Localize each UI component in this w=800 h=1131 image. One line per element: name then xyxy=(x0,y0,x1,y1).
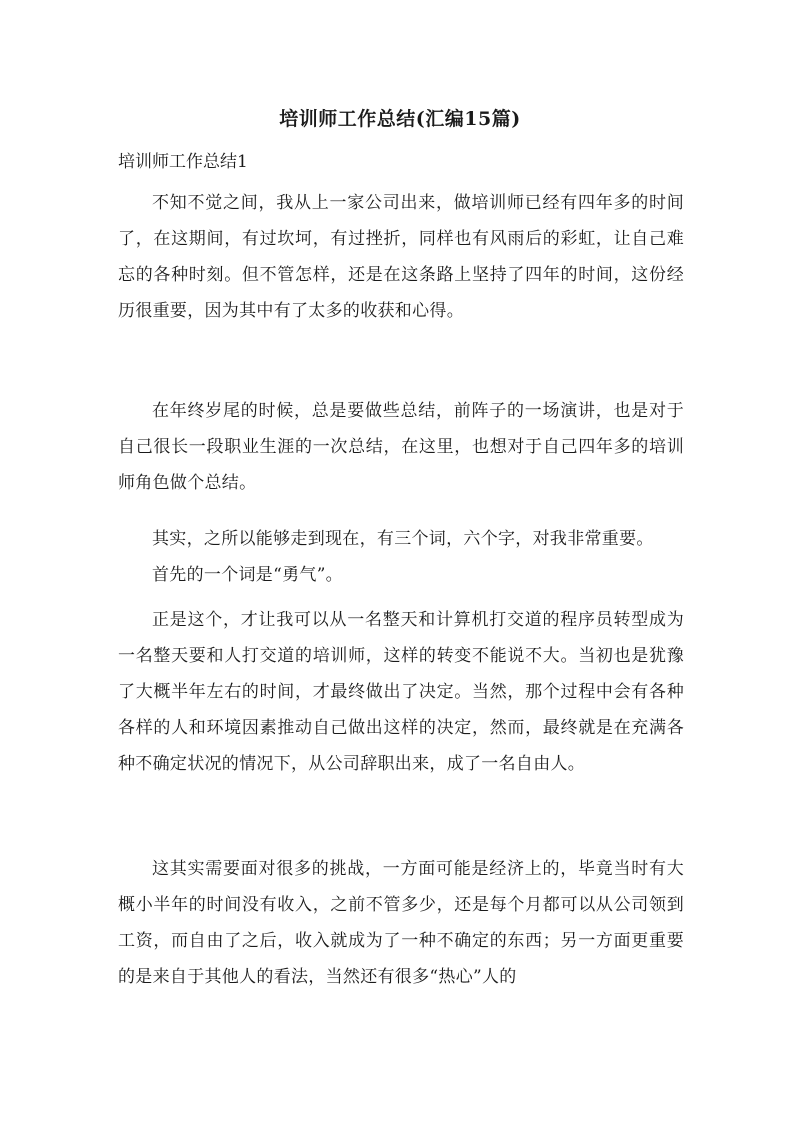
paragraph-4: 首先的一个词是“勇气”。 xyxy=(152,565,343,585)
document-title: 培训师工作总结(汇编15篇) xyxy=(279,108,521,130)
paragraph-3: 其实，之所以能够走到现在，有三个词，六个字，对我非常重要。 xyxy=(152,529,654,549)
paragraph-1: 不知不觉之间，我从上一家公司出来，做培训师已经有四年多的时间了，在这期间，有过坎坷，有过挫折，同样也有风雨后的彩虹，让自己难忘的各种时刻。但不管怎样，还是在这条路上坚持了四年的时间，这份经历很重要，因为其中有了太多的收获和心得。 xyxy=(118,193,684,321)
section-heading: 培训师工作总结1 xyxy=(118,152,248,172)
paragraph-2: 在年终岁尾的时候，总是要做些总结，前阵子的一场演讲，也是对于自己很长一段职业生涯的一次总结，在这里，也想对于自己四年多的培训师角色做个总结。 xyxy=(118,401,684,493)
paragraph-5: 正是这个，才让我可以从一名整天和计算机打交道的程序员转型成为一名整天要和人打交道的培训师，这样的转变不能说不大。当初也是犹豫了大概半年左右的时间，才最终做出了决定。当然，那个过程中会有各种各样的人和环境因素推动自己做出这样的决定，然而，最终就是在充满各种不确定状况的情况下，从公司辞职出来，成了一名自由人。 xyxy=(118,610,684,774)
paragraph-6: 这其实需要面对很多的挑战，一方面可能是经济上的，毕竟当时有大概小半年的时间没有收入，之前不管多少，还是每个月都可以从公司领到工资，而自由了之后，收入就成为了一种不确定的东西；另一方面更重要的是来自于其他人的看法，当然还有很多“热心”人的 xyxy=(118,859,684,987)
